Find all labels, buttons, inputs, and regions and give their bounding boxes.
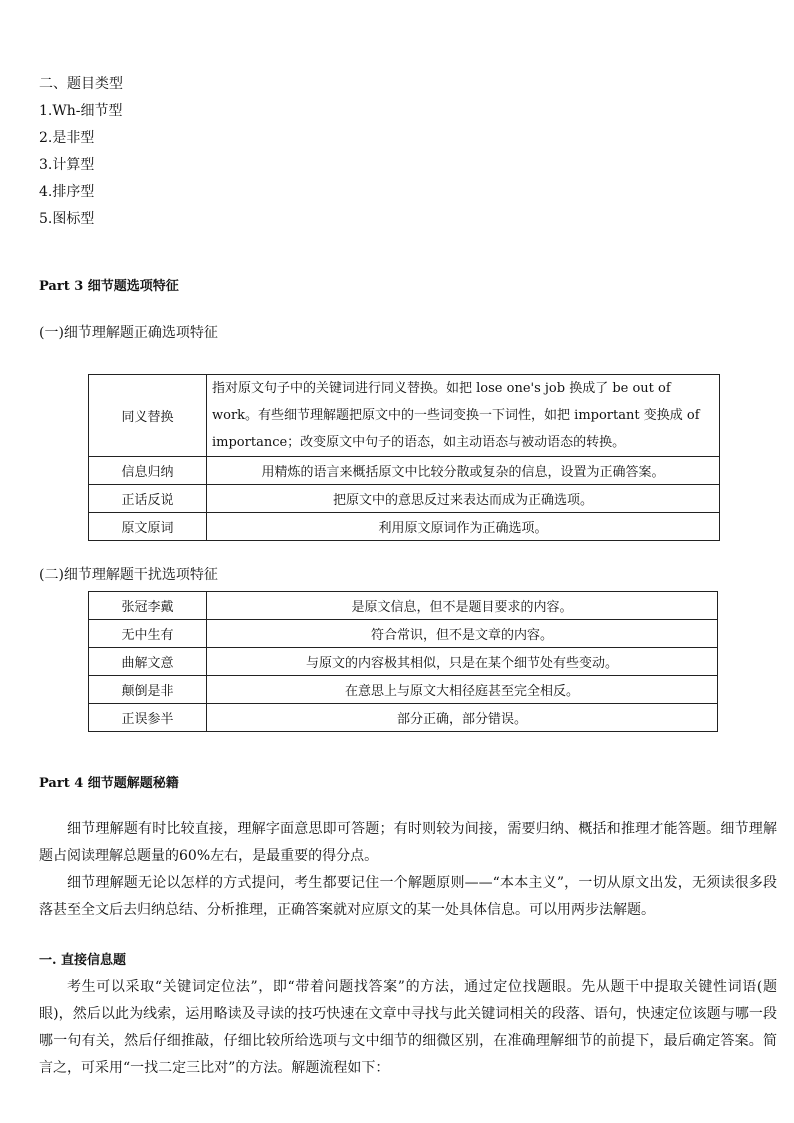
table-row <box>89 620 718 648</box>
type-item: 5.图标型 <box>39 211 95 227</box>
paragraph: 细节理解题无论以怎样的方式提问，考生都要记住一个解题原则——“本本主义”，一切从原文出发，无须读很多段落甚至全文后去归纳总结、分析推理，正确答案就对应原文的某一处具体信息。可以用两步法解题。 <box>39 875 777 918</box>
table-row <box>89 704 718 732</box>
feature-name: 颠倒是非 <box>89 676 207 704</box>
table-row <box>89 648 718 676</box>
paragraph: 细节理解题有时比较直接，理解字面意思即可答题；有时则较为间接，需要归纳、概括和推理才能答题。细节理解题占阅读理解总题量的60%左右，是最重要的得分点。 <box>39 821 777 864</box>
feature-name: 张冠李戴 <box>89 592 207 620</box>
distractor-option-table <box>88 591 718 732</box>
part3-sub1: (一)细节理解题正确选项特征 <box>39 325 218 341</box>
type-item: 2.是非型 <box>39 130 95 146</box>
section1-title: 一. 直接信息题 <box>39 953 127 968</box>
feature-name: 同义替换 <box>89 375 207 457</box>
table-row <box>89 375 720 457</box>
table-row <box>89 513 720 541</box>
types-heading: 二、题目类型 <box>39 76 123 92</box>
feature-desc: 把原文中的意思反过来表达而成为正确选项。 <box>207 485 720 513</box>
type-item: 3.计算型 <box>39 157 95 173</box>
feature-name: 曲解文意 <box>89 648 207 676</box>
type-item: 1.Wh-细节型 <box>39 103 123 119</box>
feature-name: 正话反说 <box>89 485 207 513</box>
feature-name: 原文原词 <box>89 513 207 541</box>
part3-sub2: (二)细节理解题干扰选项特征 <box>39 567 218 583</box>
feature-desc: 部分正确，部分错误。 <box>207 704 718 732</box>
table-row <box>89 457 720 485</box>
part4-title: Part 4 细节题解题秘籍 <box>39 776 179 791</box>
feature-desc: 指对原文句子中的关键词进行同义替换。如把 lose one's job 换成了 be out of work。有些细节理解题把原文中的一些词变换一下词性，如把 important 变换成 of importance；改变原文中句子的语态，如主动语态与被动语态的转换。 <box>207 375 720 457</box>
feature-desc: 是原文信息，但不是题目要求的内容。 <box>207 592 718 620</box>
feature-desc: 与原文的内容极其相似，只是在某个细节处有些变动。 <box>207 648 718 676</box>
feature-name: 信息归纳 <box>89 457 207 485</box>
table-row <box>89 485 720 513</box>
type-item: 4.排序型 <box>39 184 95 200</box>
feature-name: 无中生有 <box>89 620 207 648</box>
feature-desc: 符合常识，但不是文章的内容。 <box>207 620 718 648</box>
part3-title: Part 3 细节题选项特征 <box>39 279 179 294</box>
feature-desc: 在意思上与原文大相径庭甚至完全相反。 <box>207 676 718 704</box>
feature-desc: 利用原文原词作为正确选项。 <box>207 513 720 541</box>
table-row <box>89 676 718 704</box>
feature-name: 正误参半 <box>89 704 207 732</box>
correct-option-table <box>88 374 720 541</box>
paragraph: 考生可以采取“关键词定位法”，即“带着问题找答案”的方法，通过定位找题眼。先从题干中提取关键性词语(题眼)，然后以此为线索，运用略读及寻读的技巧快速在文章中寻找与此关键词相关的段落、语句，快速定位该题与哪一段哪一句有关，然后仔细推敲，仔细比较所给选项与文中细节的细微区别，在准确理解细节的前提下，最后确定答案。简言之，可采用“一找二定三比对”的方法。解题流程如下： <box>39 979 777 1076</box>
feature-desc: 用精炼的语言来概括原文中比较分散或复杂的信息，设置为正确答案。 <box>207 457 720 485</box>
part4-body <box>39 816 777 924</box>
table-row <box>89 592 718 620</box>
section1-body <box>39 974 777 1082</box>
